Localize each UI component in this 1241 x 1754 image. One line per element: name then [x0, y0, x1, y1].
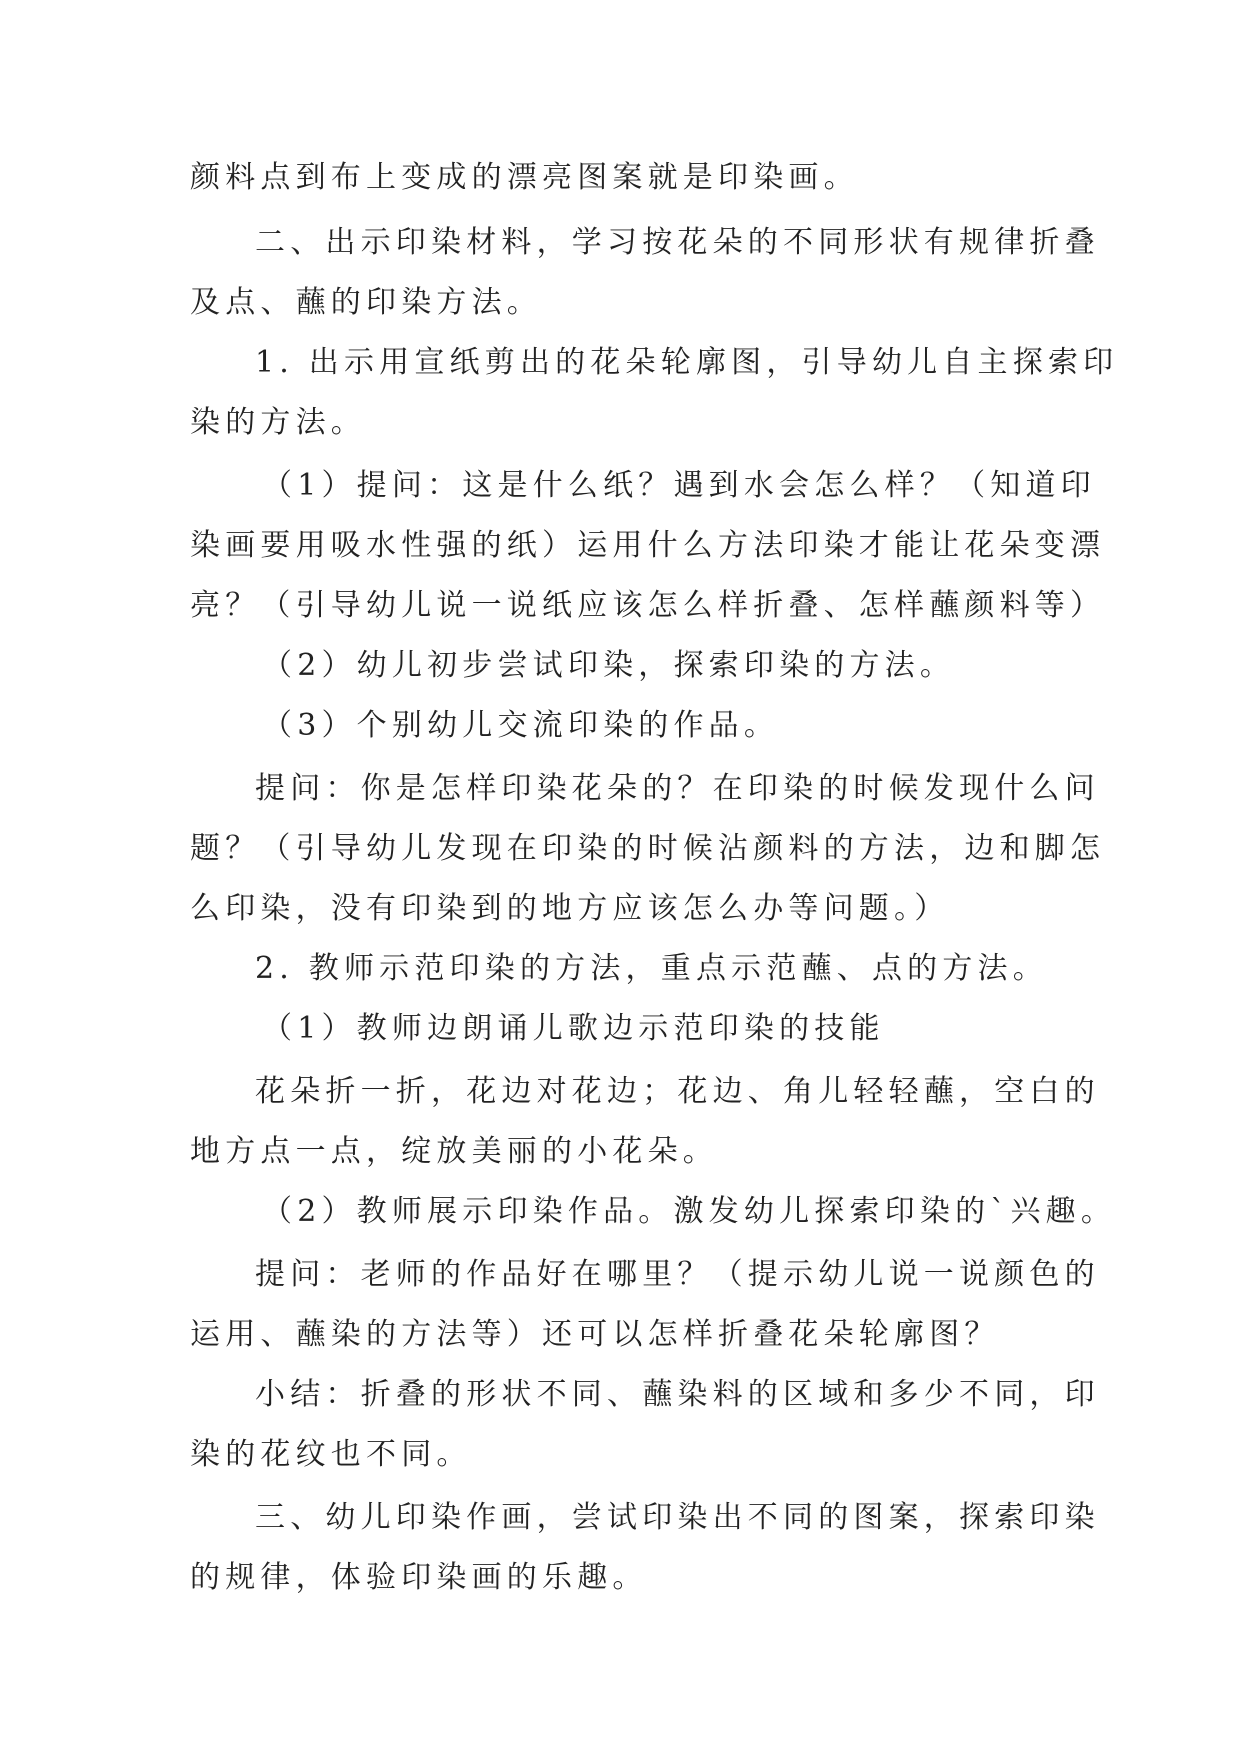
text-line: 运用、蘸染的方法等）还可以怎样折叠花朵轮廓图？	[190, 1317, 1000, 1352]
text-line: 么印染，没有印染到的地方应该怎么办等问题。）	[190, 891, 950, 926]
section-heading: 二、出示印染材料，学习按花朵的不同形状有规律折叠	[255, 225, 1100, 260]
text-line: 地方点一点，绽放美丽的小花朵。	[190, 1134, 718, 1169]
text-line: 的规律，体验印染画的乐趣。	[190, 1560, 648, 1595]
text-line: 提问：你是怎样印染花朵的？在印染的时候发现什么问	[255, 771, 1100, 806]
text-line: 染的方法。	[190, 405, 366, 440]
text-line: 提问：老师的作品好在哪里？（提示幼儿说一说颜色的	[255, 1257, 1100, 1292]
text-line: （1）提问：这是什么纸？遇到水会怎么样？（知道印	[262, 468, 1096, 503]
text-line: 1. 出示用宣纸剪出的花朵轮廓图，引导幼儿自主探索印	[255, 345, 1119, 380]
text-line: 颜料点到布上变成的漂亮图案就是印染画。	[190, 160, 859, 195]
text-line: （3）个别幼儿交流印染的作品。	[262, 708, 780, 743]
text-line: 亮？（引导幼儿说一说纸应该怎么样折叠、怎样蘸颜料等）	[190, 588, 1106, 623]
text-line: 题？（引导幼儿发现在印染的时候沾颜料的方法，边和脚怎	[190, 831, 1106, 866]
text-line: 2. 教师示范印染的方法，重点示范蘸、点的方法。	[255, 951, 1048, 986]
text-line: （2）教师展示印染作品。激发幼儿探索印染的`兴趣。	[262, 1194, 1117, 1229]
text-line: （2）幼儿初步尝试印染，探索印染的方法。	[262, 648, 956, 683]
text-line: 花朵折一折，花边对花边；花边、角儿轻轻蘸，空白的	[255, 1074, 1100, 1109]
text-line: 染画要用吸水性强的纸）运用什么方法印染才能让花朵变漂	[190, 528, 1106, 563]
text-line: 小结：折叠的形状不同、蘸染料的区域和多少不同，印	[255, 1377, 1100, 1412]
text-line: 及点、蘸的印染方法。	[190, 285, 542, 320]
text-line: （1）教师边朗诵儿歌边示范印染的技能	[262, 1011, 885, 1046]
section-heading: 三、幼儿印染作画，尝试印染出不同的图案，探索印染	[255, 1500, 1100, 1535]
text-line: 染的花纹也不同。	[190, 1437, 472, 1472]
